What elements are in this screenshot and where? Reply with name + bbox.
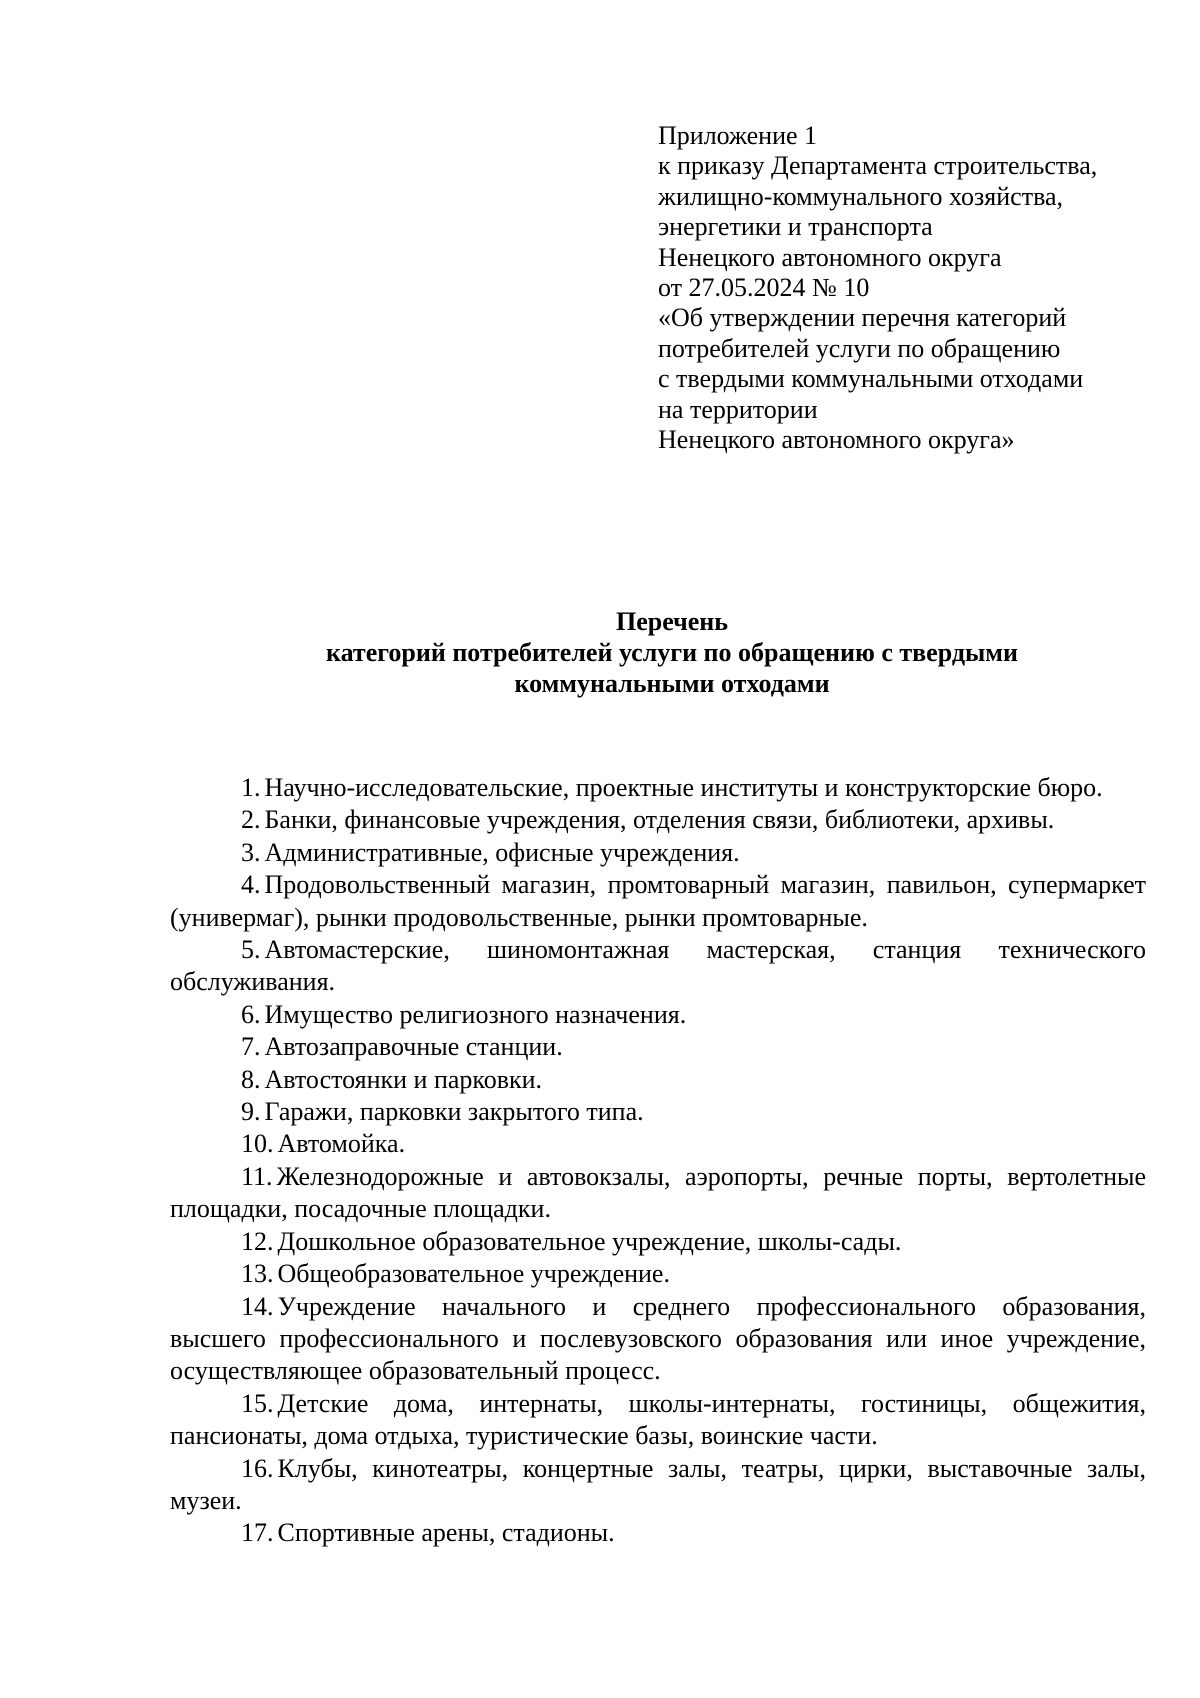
appendix-line: энергетики и транспорта <box>658 212 933 242</box>
category-list <box>170 772 1146 1550</box>
appendix-header <box>658 121 1178 455</box>
list-item: 15. Детские дома, интернаты, школы-интернаты, гостиницы, общежития, пансионаты, дома отдыха, туристические базы, воинские части. <box>170 1388 1146 1451</box>
appendix-line: с твердыми коммунальными отходами <box>658 364 1084 394</box>
list-item: 5. Автомастерские, шиномонтажная мастерская, станция технического обслуживания. <box>170 935 1146 997</box>
list-item: 2. Банки, финансовые учреждения, отделения связи, библиотеки, архивы. <box>241 805 1055 835</box>
title-line: категорий потребителей услуги по обращению с твердыми <box>326 638 1018 667</box>
appendix-line: от 27.05.2024 № 10 <box>658 273 870 303</box>
appendix-line: Ненецкого автономного округа» <box>658 425 1015 455</box>
list-item: 7. Автозаправочные станции. <box>241 1032 563 1062</box>
list-item: 8. Автостоянки и парковки. <box>241 1064 543 1094</box>
appendix-line: к приказу Департамента строительства, <box>658 151 1098 181</box>
list-item: 11. Железнодорожные и автовокзалы, аэропорты, речные порты, вертолетные площадки, посадочные площадки. <box>170 1161 1146 1224</box>
list-item: 12. Дошкольное образовательное учреждение, школы-сады. <box>241 1226 902 1256</box>
appendix-line: «Об утверждении перечня категорий <box>658 303 1067 333</box>
list-item: 3. Административные, офисные учреждения. <box>241 837 740 867</box>
appendix-line: потребителей услуги по обращению <box>658 333 1061 363</box>
title-line: Перечень <box>615 607 729 636</box>
list-item: 13. Общеобразовательное учреждение. <box>241 1259 670 1289</box>
list-item: 9. Гаражи, парковки закрытого типа. <box>241 1097 644 1127</box>
list-item: 17. Спортивные арены, стадионы. <box>241 1518 615 1548</box>
list-item: 1. Научно-исследовательские, проектные институты и конструкторские бюро. <box>241 773 1103 802</box>
appendix-line: жилищно-коммунального хозяйства, <box>658 181 1064 211</box>
list-item: 14. Учреждение начального и среднего профессионального образования, высшего профессионального и послевузовского образования или иное учреждение, осуществляющее образовательный процесс. <box>170 1291 1146 1386</box>
list-item: 10. Автомойка. <box>241 1129 406 1159</box>
appendix-line: на территории <box>658 394 818 424</box>
list-item: 16. Клубы, кинотеатры, концертные залы, театры, цирки, выставочные залы, музеи. <box>170 1453 1146 1515</box>
list-item: 4. Продовольственный магазин, промтоварный магазин, павильон, супермаркет (универмаг), рынки продовольственные, рынки промтоварные. <box>170 870 1146 932</box>
appendix-line: Ненецкого автономного округа <box>658 242 1002 272</box>
document-title <box>170 606 1174 699</box>
list-item: 6. Имущество религиозного назначения. <box>241 999 687 1029</box>
appendix-line: Приложение 1 <box>658 121 818 150</box>
title-line: коммунальными отходами <box>514 669 830 698</box>
